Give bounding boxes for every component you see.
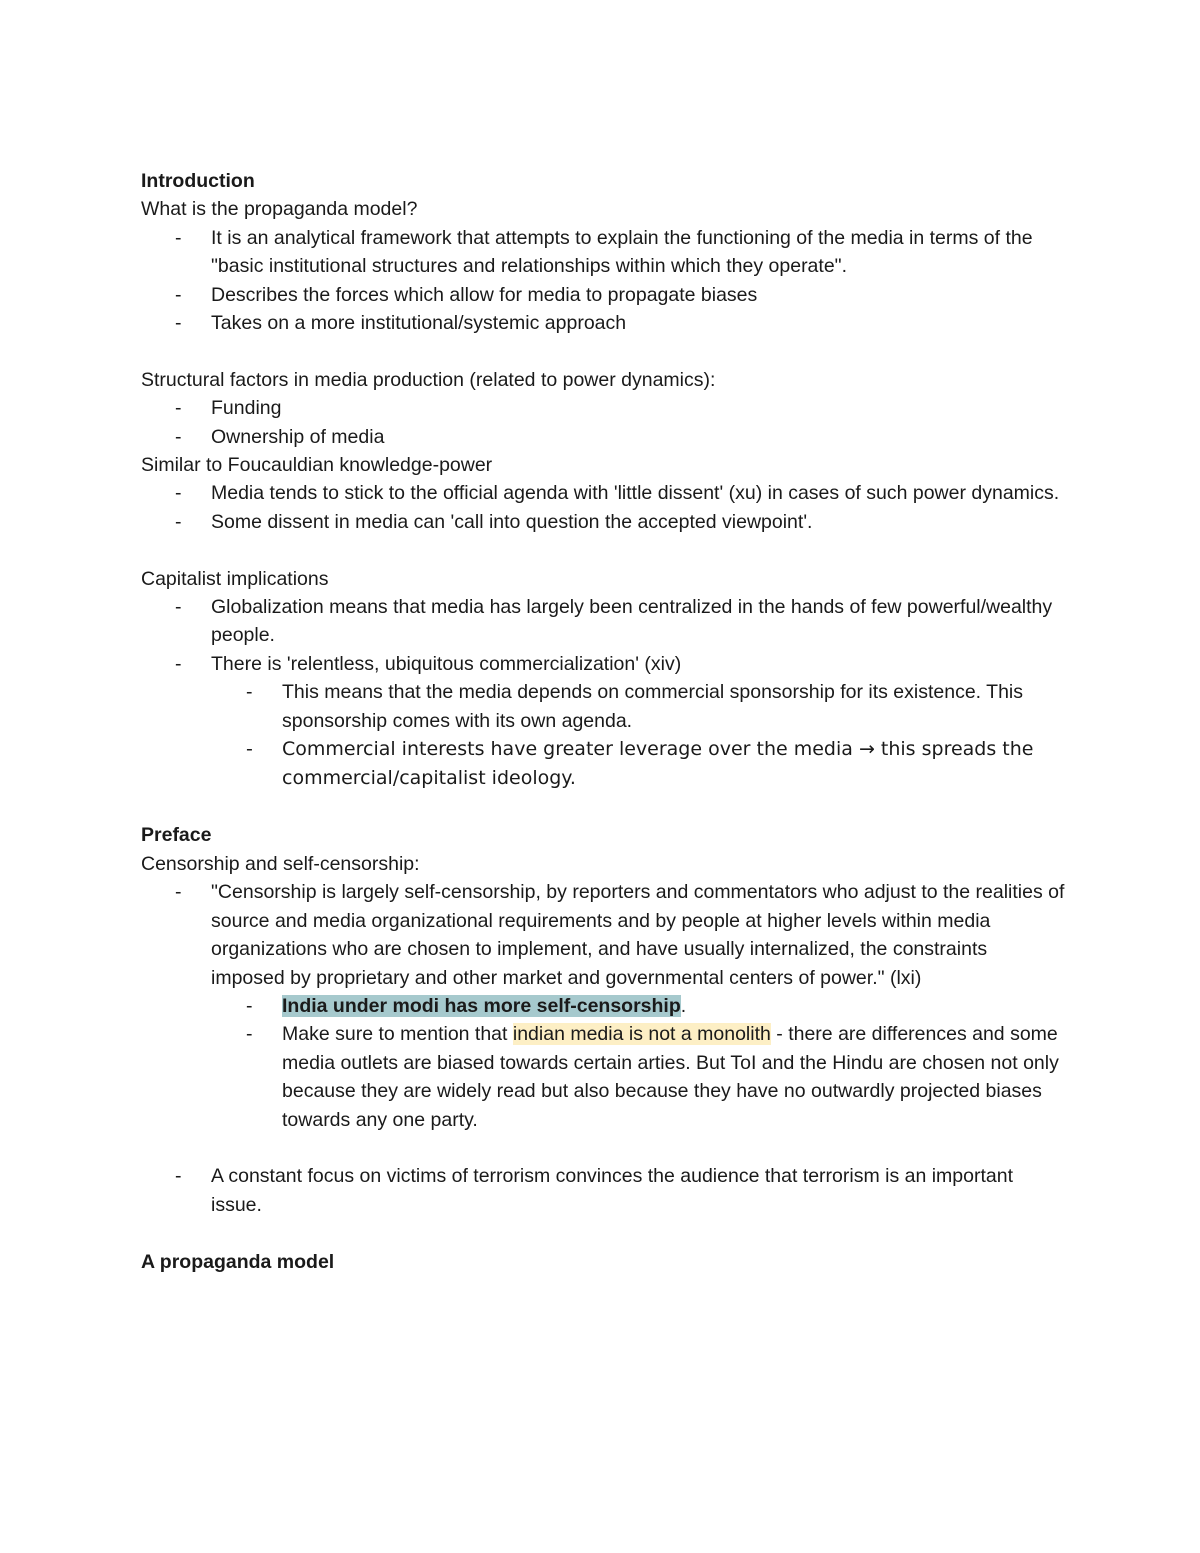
highlighted-text: India under modi has more self-censorship	[282, 994, 681, 1017]
bullet-dash: -	[175, 881, 182, 904]
list-item-text: A constant focus on victims of terrorism convinces the audience that terrorism is an important issue.	[211, 1165, 1014, 1216]
bullet-dash: -	[175, 482, 182, 505]
bullet-dash: -	[175, 652, 182, 675]
intro-question: What is the propaganda model?	[141, 198, 418, 221]
structural-factors-label: Structural factors in media production (related to power dynamics):	[141, 368, 716, 391]
list-item-text: Funding	[211, 397, 282, 420]
sub-list-item	[141, 992, 1066, 1020]
list-item-text: Some dissent in media can 'call into question the accepted viewpoint'.	[211, 510, 813, 533]
list-item-text: Takes on a more institutional/systemic approach	[211, 312, 627, 335]
bullet-dash: -	[175, 226, 182, 249]
list-item-text: Ownership of media	[211, 425, 385, 448]
bullet-dash: -	[246, 1023, 253, 1046]
list-item-text: This means that the media depends on commercial sponsorship for its existence. This sponsorship comes with its own agenda.	[282, 681, 1023, 732]
list-item	[141, 224, 1066, 281]
list-item	[141, 593, 1066, 650]
list-item-text: - there are differences and some media outlets are biased towards certain arties. But ToI and the Hindu are chosen not only because they are widely read but also because they have no outwardly projected biases towards any one party.	[282, 1023, 1059, 1131]
sub-list-item	[141, 735, 1066, 793]
blank-line	[141, 536, 1066, 564]
bullet-dash: -	[175, 283, 182, 306]
list-item-text: .	[680, 994, 687, 1017]
bullet-dash: -	[175, 312, 182, 335]
censorship-label: Censorship and self-censorship:	[141, 852, 420, 875]
bullet-dash: -	[246, 994, 253, 1017]
sub-list-item	[141, 1020, 1066, 1134]
document-page	[141, 167, 1066, 1276]
list-item-text: Describes the forces which allow for media to propagate biases	[211, 283, 758, 306]
blank-line	[141, 1219, 1066, 1247]
list-item-text: Media tends to stick to the official agenda with 'little dissent' (xu) in cases of such power dynamics.	[211, 482, 1060, 505]
bullet-dash: -	[175, 425, 182, 448]
list-item-text: There is 'relentless, ubiquitous commercialization' (xiv)	[211, 652, 682, 675]
list-item-text: Globalization means that media has largely been centralized in the hands of few powerful/wealthy people.	[211, 596, 1053, 647]
list-item-text: "Censorship is largely self-censorship, by reporters and commentators who adjust to the realities of source and media organizational requirements and by people at higher levels within media organizations who are chosen to implement, and have usually internalized, the constraints imposed by proprietary and other market and governmental centers of power." (lxi)	[211, 881, 1065, 989]
sub-list-item	[141, 678, 1066, 735]
list-item-text: It is an analytical framework that attempts to explain the functioning of the media in terms of the "basic institutional structures and relationships within which they operate".	[211, 226, 1033, 278]
list-item	[141, 878, 1066, 992]
bullet-dash: -	[246, 681, 253, 704]
list-item	[141, 423, 1066, 451]
list-item	[141, 309, 1066, 337]
list-item	[141, 508, 1066, 536]
list-item	[141, 479, 1066, 507]
capitalist-implications-label: Capitalist implications	[141, 567, 329, 590]
bullet-dash: -	[175, 397, 182, 420]
blank-line	[141, 1134, 1066, 1162]
blank-line	[141, 793, 1066, 821]
list-item-text: Make sure to mention that	[282, 1023, 513, 1046]
section-heading-propaganda-model: A propaganda model	[141, 1250, 335, 1273]
list-item	[141, 1162, 1066, 1219]
bullet-dash: -	[246, 738, 253, 761]
list-item	[141, 394, 1066, 422]
list-item	[141, 650, 1066, 678]
highlighted-text: indian media is not a monolith	[512, 1023, 771, 1046]
foucauldian-label: Similar to Foucauldian knowledge-power	[141, 454, 493, 477]
bullet-dash: -	[175, 510, 182, 533]
bullet-dash: -	[175, 1165, 182, 1188]
blank-line	[141, 337, 1066, 365]
section-heading-introduction: Introduction	[141, 170, 255, 192]
bullet-dash: -	[175, 596, 182, 619]
section-heading-preface: Preface	[141, 824, 212, 847]
list-item	[141, 281, 1066, 309]
list-item-text: Commercial interests have greater leverage over the media → this spreads the commercial/capitalist ideology.	[282, 738, 1034, 790]
